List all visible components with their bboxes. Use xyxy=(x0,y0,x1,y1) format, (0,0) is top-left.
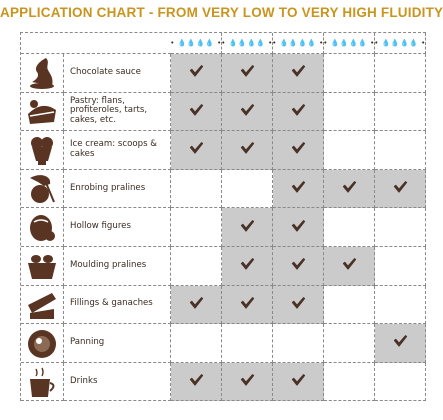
suitable-check-cell xyxy=(222,208,273,247)
chocolate-sauce-icon xyxy=(21,54,64,93)
fluidity-header-2 xyxy=(222,33,273,54)
fluidity-level-label: • 💧💧💧💧 • xyxy=(272,39,324,47)
moulding-pralines-icon xyxy=(21,247,64,286)
checkmark-icon xyxy=(189,102,204,121)
empty-cell xyxy=(324,54,375,93)
application-label: Drinks xyxy=(64,363,171,402)
panning-icon xyxy=(21,324,64,363)
checkmark-icon xyxy=(342,179,357,198)
checkmark-icon xyxy=(291,256,306,275)
checkmark-icon xyxy=(291,102,306,121)
suitable-check-cell xyxy=(222,247,273,286)
checkmark-icon xyxy=(240,140,255,159)
empty-cell xyxy=(375,286,426,325)
checkmark-icon xyxy=(291,179,306,198)
checkmark-icon xyxy=(189,140,204,159)
pastry-icon xyxy=(21,93,64,132)
empty-cell xyxy=(171,208,222,247)
empty-cell xyxy=(324,363,375,402)
empty-cell xyxy=(375,208,426,247)
suitable-check-cell xyxy=(171,93,222,132)
checkmark-icon xyxy=(342,256,357,275)
empty-cell xyxy=(375,93,426,132)
suitable-check-cell xyxy=(273,131,324,170)
empty-cell xyxy=(171,170,222,209)
checkmark-icon xyxy=(240,218,255,237)
checkmark-icon xyxy=(393,333,408,352)
suitable-check-cell xyxy=(222,286,273,325)
empty-cell xyxy=(375,247,426,286)
application-label: Enrobing pralines xyxy=(64,170,171,209)
application-label: Panning xyxy=(64,324,171,363)
suitable-check-cell xyxy=(171,131,222,170)
checkmark-icon xyxy=(240,63,255,82)
suitable-check-cell xyxy=(171,286,222,325)
suitable-check-cell xyxy=(273,208,324,247)
suitable-check-cell xyxy=(324,247,375,286)
application-chart-grid xyxy=(20,32,426,401)
suitable-check-cell xyxy=(273,247,324,286)
fluidity-header-5 xyxy=(375,33,426,54)
empty-cell xyxy=(273,324,324,363)
empty-cell xyxy=(324,286,375,325)
empty-cell xyxy=(222,170,273,209)
empty-cell xyxy=(375,363,426,402)
empty-cell xyxy=(171,247,222,286)
checkmark-icon xyxy=(240,372,255,391)
empty-cell xyxy=(375,54,426,93)
checkmark-icon xyxy=(291,140,306,159)
fillings-ganaches-icon xyxy=(21,286,64,325)
suitable-check-cell xyxy=(171,363,222,402)
drinks-icon xyxy=(21,363,64,402)
application-label: Moulding pralines xyxy=(64,247,171,286)
empty-cell xyxy=(171,324,222,363)
suitable-check-cell xyxy=(171,54,222,93)
checkmark-icon xyxy=(240,295,255,314)
suitable-check-cell xyxy=(375,170,426,209)
empty-cell xyxy=(324,324,375,363)
checkmark-icon xyxy=(291,295,306,314)
checkmark-icon xyxy=(291,218,306,237)
empty-cell xyxy=(324,208,375,247)
empty-cell xyxy=(324,93,375,132)
suitable-check-cell xyxy=(273,54,324,93)
suitable-check-cell xyxy=(273,93,324,132)
checkmark-icon xyxy=(189,295,204,314)
suitable-check-cell xyxy=(222,54,273,93)
application-label: Ice cream: scoops & cakes xyxy=(64,131,171,170)
ice-cream-icon xyxy=(21,131,64,170)
fluidity-level-label: • 💧💧💧💧 • xyxy=(221,39,273,47)
checkmark-icon xyxy=(240,256,255,275)
fluidity-level-label: • 💧💧💧💧 • xyxy=(323,39,375,47)
suitable-check-cell xyxy=(222,363,273,402)
enrobing-pralines-icon xyxy=(21,170,64,209)
empty-cell xyxy=(324,131,375,170)
suitable-check-cell xyxy=(222,93,273,132)
checkmark-icon xyxy=(189,63,204,82)
suitable-check-cell xyxy=(273,170,324,209)
application-label: Hollow figures xyxy=(64,208,171,247)
empty-cell xyxy=(375,131,426,170)
suitable-check-cell xyxy=(375,324,426,363)
fluidity-header-1 xyxy=(171,33,222,54)
checkmark-icon xyxy=(189,372,204,391)
fluidity-header-4 xyxy=(324,33,375,54)
application-label: Pastry: flans, profiteroles, tarts, cakes, etc. xyxy=(64,93,171,132)
empty-cell xyxy=(222,324,273,363)
checkmark-icon xyxy=(240,102,255,121)
application-label: Chocolate sauce xyxy=(64,54,171,93)
suitable-check-cell xyxy=(222,131,273,170)
chart-title: APPLICATION CHART - FROM VERY LOW TO VERY HIGH FLUIDITY xyxy=(0,5,443,20)
suitable-check-cell xyxy=(324,170,375,209)
checkmark-icon xyxy=(291,63,306,82)
fluidity-level-label: • 💧💧💧💧 • xyxy=(374,39,426,47)
application-label: Fillings & ganaches xyxy=(64,286,171,325)
header-corner xyxy=(21,33,171,54)
fluidity-header-3 xyxy=(273,33,324,54)
checkmark-icon xyxy=(393,179,408,198)
checkmark-icon xyxy=(291,372,306,391)
suitable-check-cell xyxy=(273,363,324,402)
hollow-figures-icon xyxy=(21,208,64,247)
suitable-check-cell xyxy=(273,286,324,325)
fluidity-level-label: • 💧💧💧💧 • xyxy=(170,39,222,47)
